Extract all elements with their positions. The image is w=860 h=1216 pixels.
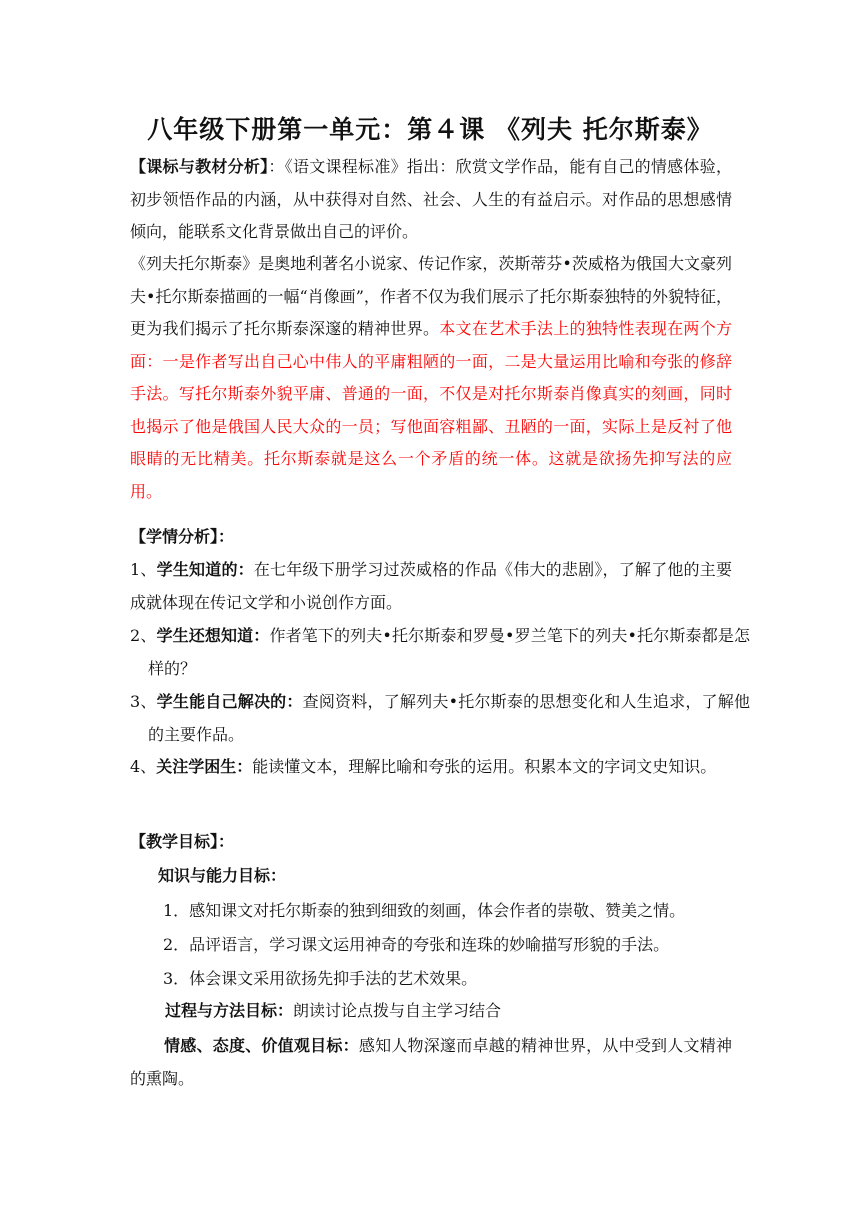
- curriculum-analysis-paragraph: [130, 151, 732, 249]
- item-text: 能读懂文本，理解比喻和夸张的运用。积累本文的字词文史知识。: [252, 757, 717, 776]
- item-number: 1、: [130, 560, 157, 579]
- item-number: 4、: [130, 757, 157, 776]
- curriculum-standard-text: 《语文课程标准》指出：欣赏文学作品，能有自己的情感体验，初步领悟作品的内涵，从中获得对自然、社会、人生的有益启示。对作品的思想感情倾向，能联系文化背景做出自己的评价。: [130, 157, 732, 241]
- learning-item-4: [130, 751, 732, 784]
- emotion-attitude-goal: [130, 1030, 732, 1095]
- item-label: 关注学困生：: [156, 757, 253, 776]
- lesson-title: 八年级下册第一单元：第４课 《列夫 托尔斯泰》: [147, 115, 713, 144]
- item-text: 在七年级下册学习过茨威格的作品《伟大的悲剧》，了解了他的主要成就体现在传记文学和小说创作方面。: [130, 560, 732, 612]
- learning-item-2: [130, 620, 750, 685]
- learning-item-3: [130, 686, 750, 751]
- heading-colon: ：: [268, 157, 285, 176]
- item-text: 查阅资料，了解列夫•托尔斯泰的思想变化和人生追求，了解他的主要作品。: [148, 692, 750, 744]
- process-method-label: 过程与方法目标：: [165, 1001, 294, 1020]
- item-number: 3、: [130, 692, 157, 711]
- art-technique-highlight: 本文在艺术手法上的独特性表现在两个方面：一是作者写出自己心中伟人的平庸粗陋的一面，二是大量运用比喻和夸张的修辞手法。写托尔斯泰外貌平庸、普通的一面，不仅是对托尔斯泰肖像真实的刻画，同时也揭示了他是俄国人民大众的一员；写他面容粗鄙、丑陋的一面，实际上是反衬了他眼睛的无比精美。托尔斯泰就是这么一个矛盾的统一体。这就是欲扬先抑写法的应用。: [130, 319, 732, 501]
- process-method-text: 朗读讨论点拨与自主学习结合: [293, 1001, 502, 1020]
- item-label: 学生知道的：: [156, 560, 254, 579]
- item-label: 学生能自己解决的：: [156, 692, 303, 711]
- emotion-attitude-text: 感知人物深邃而卓越的精神世界，从中受到人文精神的熏陶。: [130, 1036, 732, 1088]
- text-intro: 《列夫托尔斯泰》是奥地利著名小说家、传记作家，茨斯蒂芬•茨威格为俄国大文豪列夫•托尔斯泰描画的一幅“肖像画”，作者不仅为我们展示了托尔斯泰独特的外貌特征，更为我们揭示了托尔斯泰深邃的精神世界。: [130, 254, 732, 338]
- emotion-attitude-label: 情感、态度、价值观目标：: [164, 1036, 359, 1055]
- curriculum-analysis-heading: 【课标与教材分析】: [130, 157, 269, 176]
- learning-item-1: [130, 554, 732, 619]
- knowledge-item-3: 3．体会课文采用欲扬先抑手法的艺术效果。: [163, 969, 478, 988]
- process-method-goal: [165, 995, 501, 1028]
- item-text: 作者笔下的列夫•托尔斯泰和罗曼•罗兰笔下的列夫•托尔斯泰都是怎样的？: [148, 626, 750, 678]
- item-label: 学生还想知道：: [156, 626, 270, 645]
- teaching-objectives-heading: 【教学目标】：: [130, 832, 235, 851]
- knowledge-item-2: 2．品评语言，学习课文运用神奇的夸张和连珠的妙喻描写形貌的手法。: [163, 935, 670, 954]
- item-number: 2、: [130, 626, 157, 645]
- learning-analysis-heading: 【学情分析】：: [130, 527, 235, 546]
- knowledge-item-1: 1．感知课文对托尔斯泰的独到细致的刻画，体会作者的崇敬、赞美之情。: [163, 901, 686, 920]
- knowledge-ability-heading: 知识与能力目标：: [158, 866, 287, 885]
- text-intro-paragraph: [130, 248, 732, 508]
